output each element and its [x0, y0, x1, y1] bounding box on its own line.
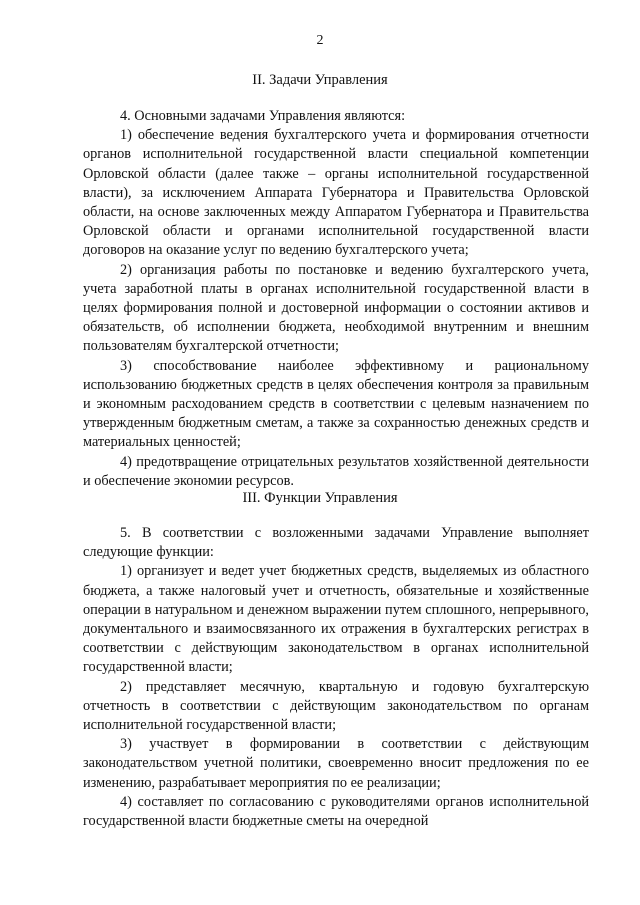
task-item-1: 1) обеспечение ведения бухгалтерского учета и формирования отчетности органов исполнительной государственной власти специальной компетенции Орловской области (далее также – органы исполнительной государственной власти), за исключением Аппарата Губернатора и Правительства Орловской области, на основе заключенных между Аппаратом Губернатора и Правительства Орловской области и органами исполнительной государственной власти договоров на оказание услуг по ведению бухгалтерского учета;: [83, 127, 589, 259]
function-item-3: 3) участвует в формировании в соответствии с действующим законодательством учетной политики, своевременно вносит предложения по ее изменению, разрабатывает мероприятия по ее реализации;: [83, 736, 589, 791]
functions-intro: 5. В соответствии с возложенными задачами Управление выполняет следующие функции:: [83, 525, 589, 561]
page-number: 2: [316, 33, 324, 48]
section-heading-functions: III. Функции Управления: [242, 490, 398, 506]
section-heading-tasks: II. Задачи Управления: [252, 72, 388, 88]
section-functions-body: [83, 524, 589, 831]
function-item-1: 1) организует и ведет учет бюджетных средств, выделяемых из областного бюджета, а также налоговый учет и отчетность, обязательные и хозяйственные операции в натуральном и денежном выражении путем сплошного, непрерывного, документального и взаимосвязанного их отражения в бухгалтерских регистрах в соответствии с действующим законодательством в органах исполнительной государственной власти;: [83, 563, 589, 676]
section-tasks-body: [83, 107, 589, 491]
task-item-2: 2) организация работы по постановке и ведению бухгалтерского учета, учета заработной платы в органах исполнительной государственной власти в целях формирования полной и достоверной информации о состоянии активов и обязательств, об исполнении бюджета, необходимой внутренним и внешним пользователям бухгалтерской отчетности;: [83, 261, 589, 355]
tasks-intro: 4. Основными задачами Управления являются:: [120, 108, 406, 124]
function-item-2: 2) представляет месячную, квартальную и годовую бухгалтерскую отчетность в соответствии с действующим законодательством по органам исполнительной государственной власти;: [83, 678, 589, 734]
task-item-4: 4) предотвращение отрицательных результатов хозяйственной деятельности и обеспечение экономии ресурсов.: [83, 453, 589, 489]
function-item-4: 4) составляет по согласованию с руководителями органов исполнительной государственной власти бюджетные сметы на очередной: [83, 793, 589, 830]
task-item-3: 3) способствование наиболее эффективному и рациональному использованию бюджетных средств в целях обеспечения контроля за правильным и экономным расходованием средств в соответствии с целевым назначением по утвержденным бюджетным сметам, а также за сохранностью денежных средств и материальных ценностей;: [83, 357, 589, 451]
